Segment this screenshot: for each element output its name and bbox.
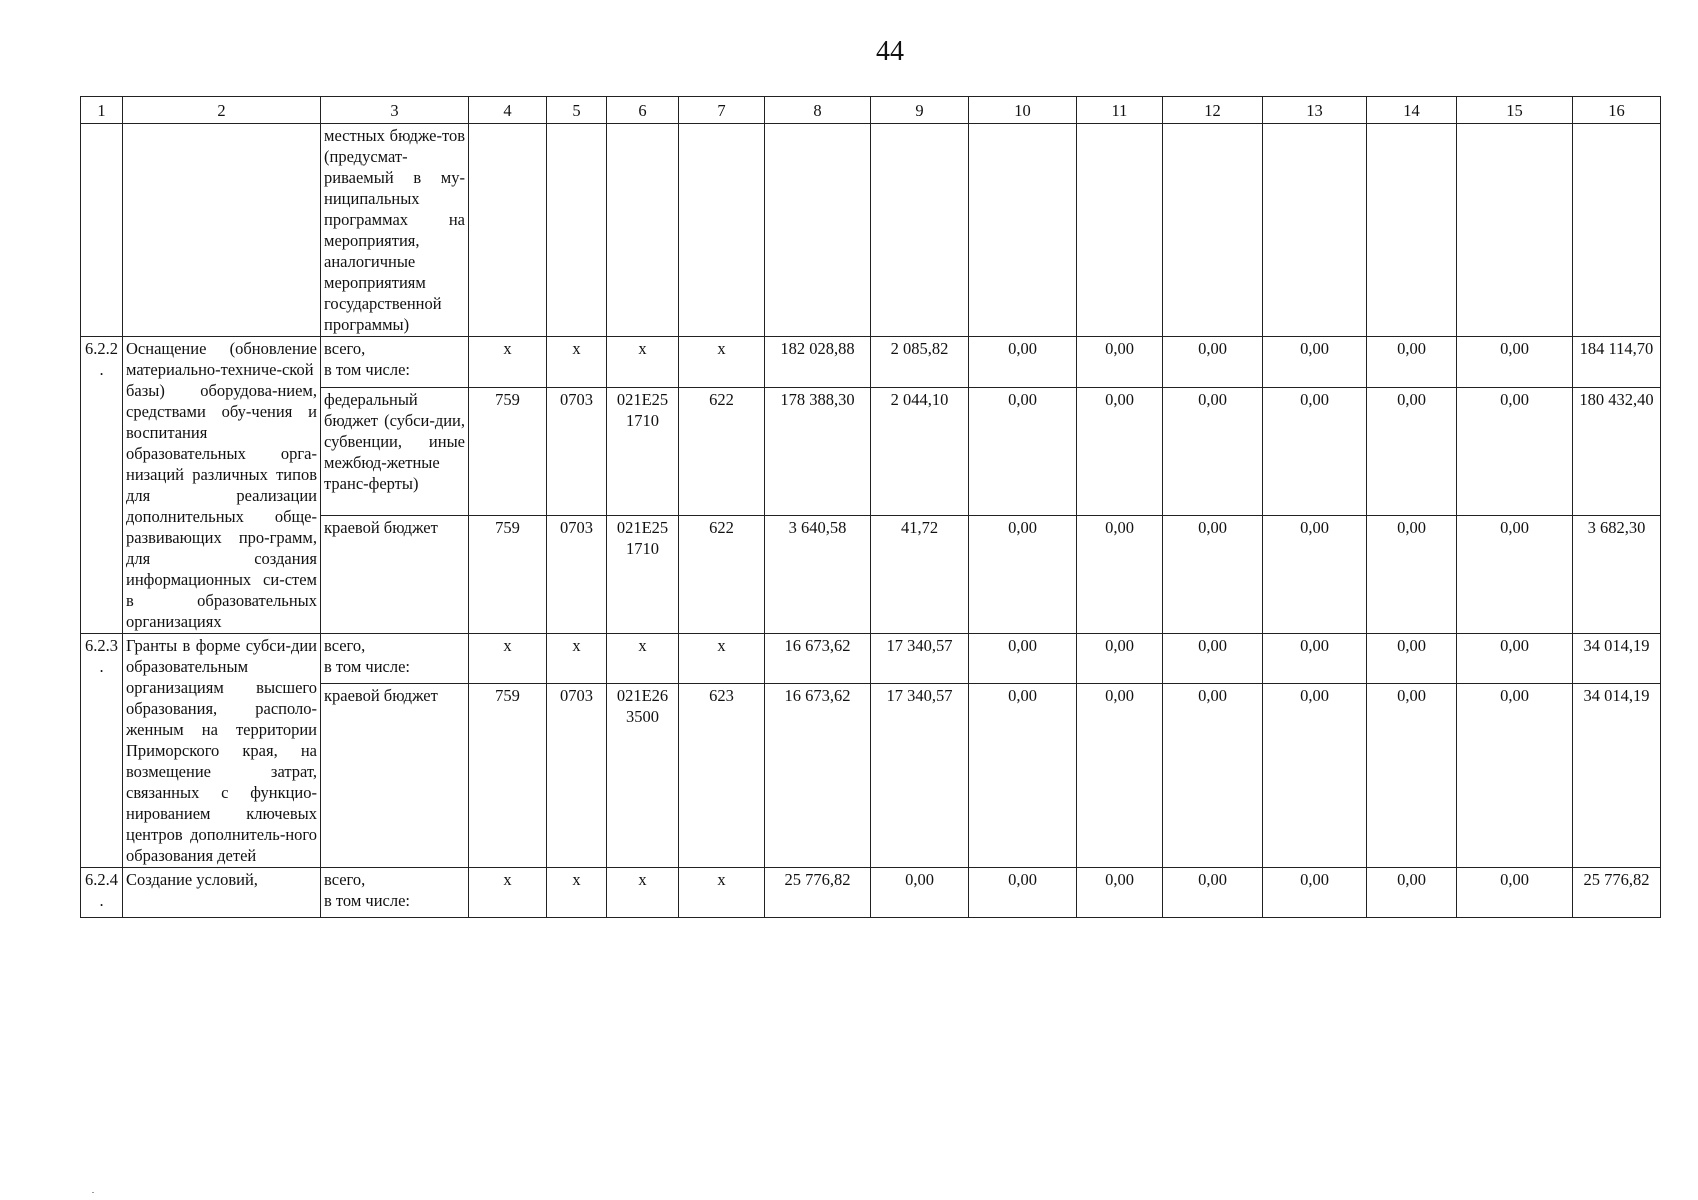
col-header: 1 (81, 97, 123, 124)
cell-value: 0,00 (1163, 868, 1263, 918)
cell-value: 759 (469, 684, 547, 868)
col-header: 11 (1077, 97, 1163, 124)
cell-empty (679, 124, 765, 337)
cell-empty (1263, 124, 1367, 337)
cell-value: 0,00 (1163, 387, 1263, 516)
cell-value: x (469, 868, 547, 918)
cell-empty (547, 124, 607, 337)
cell-empty (765, 124, 871, 337)
col-header: 5 (547, 97, 607, 124)
cell-value: 0703 (547, 516, 607, 634)
cell-desc: Гранты в форме субси-дии образовательным организациям высшего образования, располо-женным на территории Приморского края, на возмещение затрат, связанных с функцио-нированием ключевых центров дополнитель-ного образования детей (123, 634, 321, 868)
table-row-6-2-3-total (81, 634, 1661, 684)
cell-desc: Оснащение (обновление материально-техниче-ской базы) оборудова-нием, средствами обу-чения и воспитания образовательных орга-низаций различных типов для реализации дополнительных обще-развивающих про-грамм, для создания информационных си-стем в образовательных организациях (123, 337, 321, 634)
cell-empty (1457, 124, 1573, 337)
cell-value: 0,00 (1263, 516, 1367, 634)
cell-value: 3 640,58 (765, 516, 871, 634)
col-header: 16 (1573, 97, 1661, 124)
cell-value: 0,00 (1163, 634, 1263, 684)
cell-value: x (607, 337, 679, 388)
cell-value: 3 682,30 (1573, 516, 1661, 634)
cell-num (81, 124, 123, 337)
cell-value: x (679, 337, 765, 388)
cell-value: 0,00 (1263, 868, 1367, 918)
cell-value: 0,00 (1367, 387, 1457, 516)
col-header: 10 (969, 97, 1077, 124)
cell-value: 021E26 3500 (607, 684, 679, 868)
cell-value: 0,00 (1163, 337, 1263, 388)
cell-value: x (607, 634, 679, 684)
cell-num: 6.2.4 . (81, 868, 123, 918)
page-number: 44 (876, 36, 904, 67)
cell-value: x (469, 337, 547, 388)
cell-empty (607, 124, 679, 337)
cell-value: 16 673,62 (765, 684, 871, 868)
cell-value: 0,00 (1263, 387, 1367, 516)
scan-speck (92, 1192, 94, 1193)
cell-value: 182 028,88 (765, 337, 871, 388)
cell-value: x (469, 634, 547, 684)
table-row-6-2-4-total (81, 868, 1661, 918)
cell-value: 0,00 (969, 634, 1077, 684)
cell-value: 0,00 (1367, 634, 1457, 684)
cell-value: x (547, 337, 607, 388)
cell-empty (1163, 124, 1263, 337)
cell-desc: Создание условий, (123, 868, 321, 918)
cell-value: 0703 (547, 387, 607, 516)
cell-source: всего, в том числе: (321, 337, 469, 388)
cell-source: краевой бюджет (321, 684, 469, 868)
col-header: 2 (123, 97, 321, 124)
col-header: 4 (469, 97, 547, 124)
cell-num: 6.2.2 . (81, 337, 123, 634)
cell-value: 0,00 (1367, 684, 1457, 868)
header-row (81, 97, 1661, 124)
cell-value: 0,00 (1457, 337, 1573, 388)
cell-value: 0,00 (1367, 516, 1457, 634)
cell-value: 0,00 (1457, 516, 1573, 634)
cell-value: x (547, 634, 607, 684)
cell-value: 16 673,62 (765, 634, 871, 684)
cell-value: 0,00 (1457, 634, 1573, 684)
cell-value: x (607, 868, 679, 918)
cell-source: федеральный бюджет (субси-дии, субвенции, иные межбюд-жетные транс-ферты) (321, 387, 469, 516)
cell-value: 0,00 (1367, 337, 1457, 388)
cell-value: 0,00 (1163, 684, 1263, 868)
col-header: 15 (1457, 97, 1573, 124)
col-header: 13 (1263, 97, 1367, 124)
cell-value: 17 340,57 (871, 684, 969, 868)
cell-value: 021E25 1710 (607, 516, 679, 634)
col-header: 7 (679, 97, 765, 124)
cell-value: 0,00 (1457, 868, 1573, 918)
cell-value: 0,00 (969, 387, 1077, 516)
cell-value: 0,00 (969, 684, 1077, 868)
cell-value: 25 776,82 (1573, 868, 1661, 918)
budget-table (80, 96, 1661, 918)
cell-value: 623 (679, 684, 765, 868)
col-header: 8 (765, 97, 871, 124)
col-header: 14 (1367, 97, 1457, 124)
cell-value: 0,00 (1263, 634, 1367, 684)
cell-value: 0,00 (969, 337, 1077, 388)
cell-source: местных бюдже-тов (предусмат-риваемый в му-ниципальных программах на мероприятия, аналогичные мероприятиям государственной программы) (321, 124, 469, 337)
cell-value: 0,00 (1077, 684, 1163, 868)
cell-value: 0,00 (1457, 387, 1573, 516)
cell-empty (969, 124, 1077, 337)
cell-value: 622 (679, 387, 765, 516)
cell-empty (1077, 124, 1163, 337)
cell-value: 0,00 (1077, 337, 1163, 388)
cell-value: 021E25 1710 (607, 387, 679, 516)
cell-empty (871, 124, 969, 337)
cell-desc (123, 124, 321, 337)
cell-value: 0,00 (871, 868, 969, 918)
cell-value: 759 (469, 516, 547, 634)
table-row-continuation (81, 124, 1661, 337)
cell-value: 180 432,40 (1573, 387, 1661, 516)
cell-value: x (679, 868, 765, 918)
cell-value: 0,00 (1367, 868, 1457, 918)
cell-value: 178 388,30 (765, 387, 871, 516)
cell-value: x (679, 634, 765, 684)
col-header: 9 (871, 97, 969, 124)
cell-num: 6.2.3 . (81, 634, 123, 868)
cell-value: 34 014,19 (1573, 684, 1661, 868)
cell-value: 0703 (547, 684, 607, 868)
cell-value: 0,00 (1163, 516, 1263, 634)
cell-source: краевой бюджет (321, 516, 469, 634)
cell-value: 0,00 (1077, 387, 1163, 516)
cell-value: 0,00 (969, 868, 1077, 918)
cell-value: 0,00 (1263, 684, 1367, 868)
cell-source: всего, в том числе: (321, 634, 469, 684)
cell-value: 25 776,82 (765, 868, 871, 918)
table-row-6-2-2-total (81, 337, 1661, 388)
cell-empty (1367, 124, 1457, 337)
cell-empty (469, 124, 547, 337)
cell-value: 0,00 (1263, 337, 1367, 388)
col-header: 6 (607, 97, 679, 124)
cell-value: 0,00 (1457, 684, 1573, 868)
cell-value: 34 014,19 (1573, 634, 1661, 684)
cell-value: 41,72 (871, 516, 969, 634)
cell-value: 0,00 (1077, 634, 1163, 684)
cell-value: 0,00 (1077, 868, 1163, 918)
col-header: 3 (321, 97, 469, 124)
cell-value: 759 (469, 387, 547, 516)
cell-empty (1573, 124, 1661, 337)
col-header: 12 (1163, 97, 1263, 124)
cell-value: 184 114,70 (1573, 337, 1661, 388)
cell-source: всего, в том числе: (321, 868, 469, 918)
cell-value: 622 (679, 516, 765, 634)
cell-value: 0,00 (1077, 516, 1163, 634)
cell-value: 2 085,82 (871, 337, 969, 388)
cell-value: 17 340,57 (871, 634, 969, 684)
cell-value: 0,00 (969, 516, 1077, 634)
cell-value: x (547, 868, 607, 918)
cell-value: 2 044,10 (871, 387, 969, 516)
